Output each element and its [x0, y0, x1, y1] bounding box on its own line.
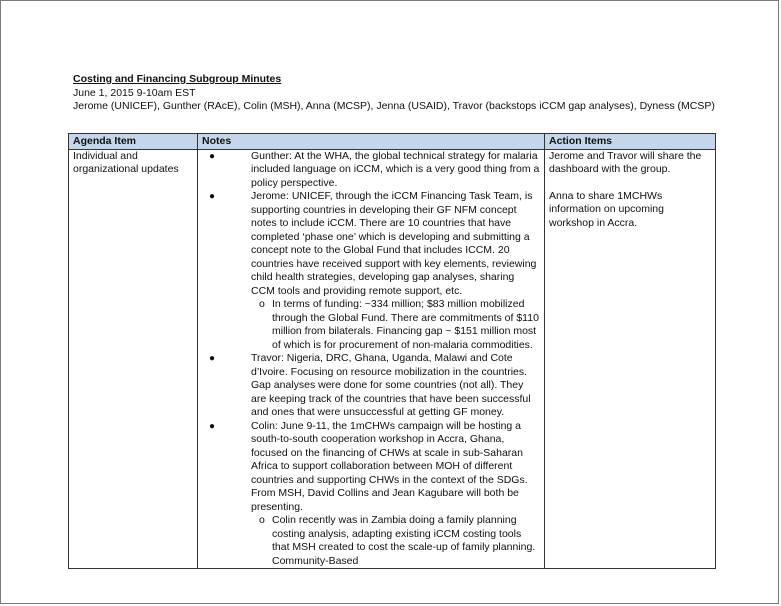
bullet-icon: ●	[209, 150, 216, 162]
agenda-item-cell: Individual and organizational updates	[69, 149, 198, 569]
table-header-row	[69, 134, 716, 150]
bullet-icon: ●	[209, 353, 216, 364]
sub-note-text: Colin recently was in Zambia doing a family planning costing analysis, adapting existing iCCM costing tools that MSH created to cost the scale-up of family planning. Community-Based	[272, 514, 536, 567]
note-item	[202, 352, 540, 420]
sub-bullet-icon: o	[259, 298, 265, 310]
note-item	[202, 190, 540, 352]
sub-note-item	[251, 514, 540, 568]
sub-notes-list	[251, 514, 540, 568]
note-text: Gunther: At the WHA, the global technical strategy for malaria included language on iCCM, which is a very good thing from a policy perspective.	[251, 149, 540, 189]
document-title: Costing and Financing Subgroup Minutes	[73, 73, 282, 85]
sub-bullet-icon: o	[259, 514, 265, 526]
header-agenda-item: Agenda Item	[69, 134, 198, 150]
note-text: Jerome: UNICEF, through the iCCM Financing Task Team, is supporting countries in developing their GF NFM concept notes to include iCCM. There are 10 countries that have completed ‘phase one’ which is developing and submitting a concept note to the Global Fund that includes ICCM. 20 countries have received support with key elements, reviewing child health strategies, developing gap analyses, sharing CCM tools and providing remote support, etc.	[251, 190, 537, 297]
meeting-date: June 1, 2015 9-10am EST	[73, 86, 196, 99]
notes-cell	[198, 149, 545, 569]
action-item: Jerome and Travor will share the dashboard with the group.	[549, 149, 702, 175]
note-text: Travor: Nigeria, DRC, Ghana, Uganda, Malawi and Cote d’Ivoire. Focusing on resource mobilization in the countries. Gap analyses were done for some countries (not all). They are keeping track of the countries that have been successful and ones that were unsuccessful at getting GF money.	[251, 352, 531, 418]
table-row	[69, 149, 716, 569]
sub-note-text: In terms of funding: ~334 million; $83 million mobilized through the Global Fund. There are commitments of $110 million from bilaterals. Financing gap ~ $151 million most of which is for procurement of non-malaria commodities.	[272, 298, 539, 351]
bullet-icon: ●	[209, 420, 216, 432]
bullet-icon: ●	[209, 191, 216, 202]
action-item: Anna to share 1MCHWs information on upcoming workshop in Accra.	[549, 189, 664, 229]
document-header	[73, 73, 733, 114]
header-action-items: Action Items	[545, 134, 716, 150]
minutes-table	[68, 133, 716, 569]
note-item	[202, 420, 540, 569]
attendee-list: Jerome (UNICEF), Gunther (RAcE), Colin (MSH), Anna (MCSP), Jenna (USAID), Travor (backstops iCCM gap analyses), Dyness (MCSP)	[73, 100, 715, 112]
action-items-cell	[545, 149, 716, 569]
note-text: Colin: June 9-11, the 1mCHWs campaign will be hosting a south-to-south cooperation workshop in Accra, Ghana, focused on the financing of CHWs at scale in sub-Saharan Africa to support collaboration between MOH of different countries and supporting CHWs in the context of the SDGs. From MSH, David Collins and Jean Kagubare will both be presenting.	[251, 419, 528, 513]
note-item	[202, 150, 540, 191]
sub-note-item	[251, 298, 540, 352]
sub-notes-list	[251, 298, 540, 352]
notes-list	[202, 150, 540, 569]
header-notes: Notes	[198, 134, 545, 150]
